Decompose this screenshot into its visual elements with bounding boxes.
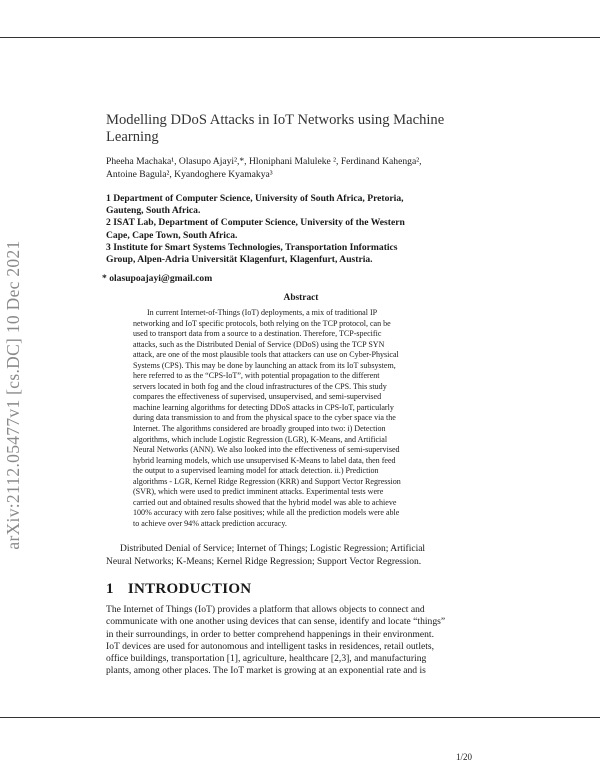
author-list — [106, 155, 486, 181]
intro-line: communicate with one another using devices that can sense, identify and locate “things” — [106, 616, 446, 628]
abstract-line: algorithms, which include Logistic Regression (LGR), K-Means, and Artificial — [133, 434, 388, 444]
intro-line: The Internet of Things (IoT) provides a platform that allows objects to connect and — [106, 604, 425, 615]
top-rule — [0, 37, 600, 38]
section-number: 1 — [106, 581, 114, 597]
abstract-line: Neural Networks (ANN). We also looked into the effectiveness of semi-supervised — [133, 445, 400, 455]
affiliation-line: 3 Institute for Smart Systems Technologies, Transportation Informatics — [106, 241, 398, 253]
affiliation-line: Gauteng, South Africa. — [106, 205, 201, 217]
abstract-line: servers located in both fog and the cloud infrastructures of the CPS. This study — [133, 381, 387, 391]
abstract-line: the output to a supervised learning model for attack detection. ii.) Prediction — [133, 466, 379, 476]
affiliation-line: Group, Alpen-Adria Universität Klagenfurt, Klagenfurt, Austria. — [106, 254, 373, 266]
intro-line: office buildings, transportation [1], agriculture, healthcare [2,3], and manufacturing — [106, 653, 427, 665]
section-heading — [106, 581, 251, 598]
abstract-line: Internet. The algorithms considered are broadly grouped into two: i) Detection — [133, 424, 386, 434]
arxiv-identifier: arXiv:2112.05477v1 [cs.DC] 10 Dec 2021 — [3, 240, 23, 550]
abstract-line: networking and IoT specific protocols, both relying on the TCP protocol, can be — [133, 318, 391, 328]
abstract-line: to achieve over 94% attack prediction accuracy. — [133, 518, 287, 528]
intro-line: in their surroundings, in order to better comprehend happenings in their environment. — [106, 628, 434, 640]
abstract-line: In current Internet-of-Things (IoT) deployments, a mix of traditional IP — [147, 308, 378, 317]
abstract-line: hybrid learning models, which use unsupervised K-Means to label data, then feed — [133, 455, 396, 465]
abstract-line: machine learning algorithms for detecting DDoS attacks in CPS-IoT, particularly — [133, 402, 394, 412]
abstract-heading: Abstract — [283, 293, 319, 303]
author-line: Pheeha Machaka¹, Olasupo Ajayi²,*, Hloniphani Maluleke ², Ferdinand Kahenga², — [106, 156, 422, 167]
abstract-line: used to transport data from a source to a destination. Therefore, TCP-specific — [133, 329, 382, 339]
intro-line: IoT devices are used for autonomous and intelligent tasks in residences, retail outlets, — [106, 640, 435, 652]
keywords — [106, 543, 498, 568]
page-number: 1/20 — [456, 752, 473, 762]
author-line: Antoine Bagula², Kyandoghere Kyamakya³ — [106, 169, 273, 180]
keywords-line: Distributed Denial of Service; Internet of Things; Logistic Regression; Artificial — [120, 544, 426, 554]
introduction-text — [106, 604, 498, 678]
keywords-line: Neural Networks; K-Means; Kernel Ridge Regression; Support Vector Regression. — [106, 556, 422, 567]
abstract-line: (SVR), which were used to predict imminent attacks. Experimental tests were — [133, 487, 384, 497]
intro-line: plants, among other places. The IoT market is growing at an exponential rate and is — [106, 665, 426, 677]
abstract-body — [133, 308, 463, 529]
affiliations — [106, 193, 498, 266]
affiliation-line: Cape, Cape Town, South Africa. — [106, 229, 238, 241]
abstract-line: attacks, such as the Distributed Denial of Service (DDoS) using the TCP SYN — [133, 339, 385, 349]
abstract-line: compares the effectiveness of supervised, unsupervised, and semi-supervised — [133, 392, 382, 402]
abstract-line: attack, are one of the most plausible tools that attackers can use on Cyber-Physical — [133, 350, 399, 360]
abstract-line: during data transmission to and from the physical space to the cyber space via the — [133, 413, 396, 423]
paper-title — [106, 112, 486, 146]
title-line: Modelling DDoS Attacks in IoT Networks using Machine — [106, 112, 445, 128]
abstract-line: Systems (CPS). This may be done by launching an attack from its IoT subsystem, — [133, 360, 396, 370]
bottom-rule — [0, 717, 600, 718]
abstract-line: carried out and obtained results showed that the hybrid model was able to achieve — [133, 497, 397, 507]
title-line: Learning — [106, 129, 159, 145]
affiliation-line: 2 ISAT Lab, Department of Computer Science, University of the Western — [106, 217, 405, 229]
abstract-line: 100% accuracy with zero false positives; while all the prediction models were able — [133, 508, 400, 518]
corresponding-email[interactable]: * olasupoajayi@gmail.com — [102, 273, 213, 284]
abstract-line: algorithms - LGR, Kernel Ridge Regression (KRR) and Support Vector Regression — [133, 476, 401, 486]
section-title: INTRODUCTION — [127, 581, 252, 597]
abstract-line: here referred to as the “CPS-IoT”, with potential propagation to the different — [133, 371, 380, 381]
affiliation-line: 1 Department of Computer Science, University of South Africa, Pretoria, — [106, 193, 404, 204]
